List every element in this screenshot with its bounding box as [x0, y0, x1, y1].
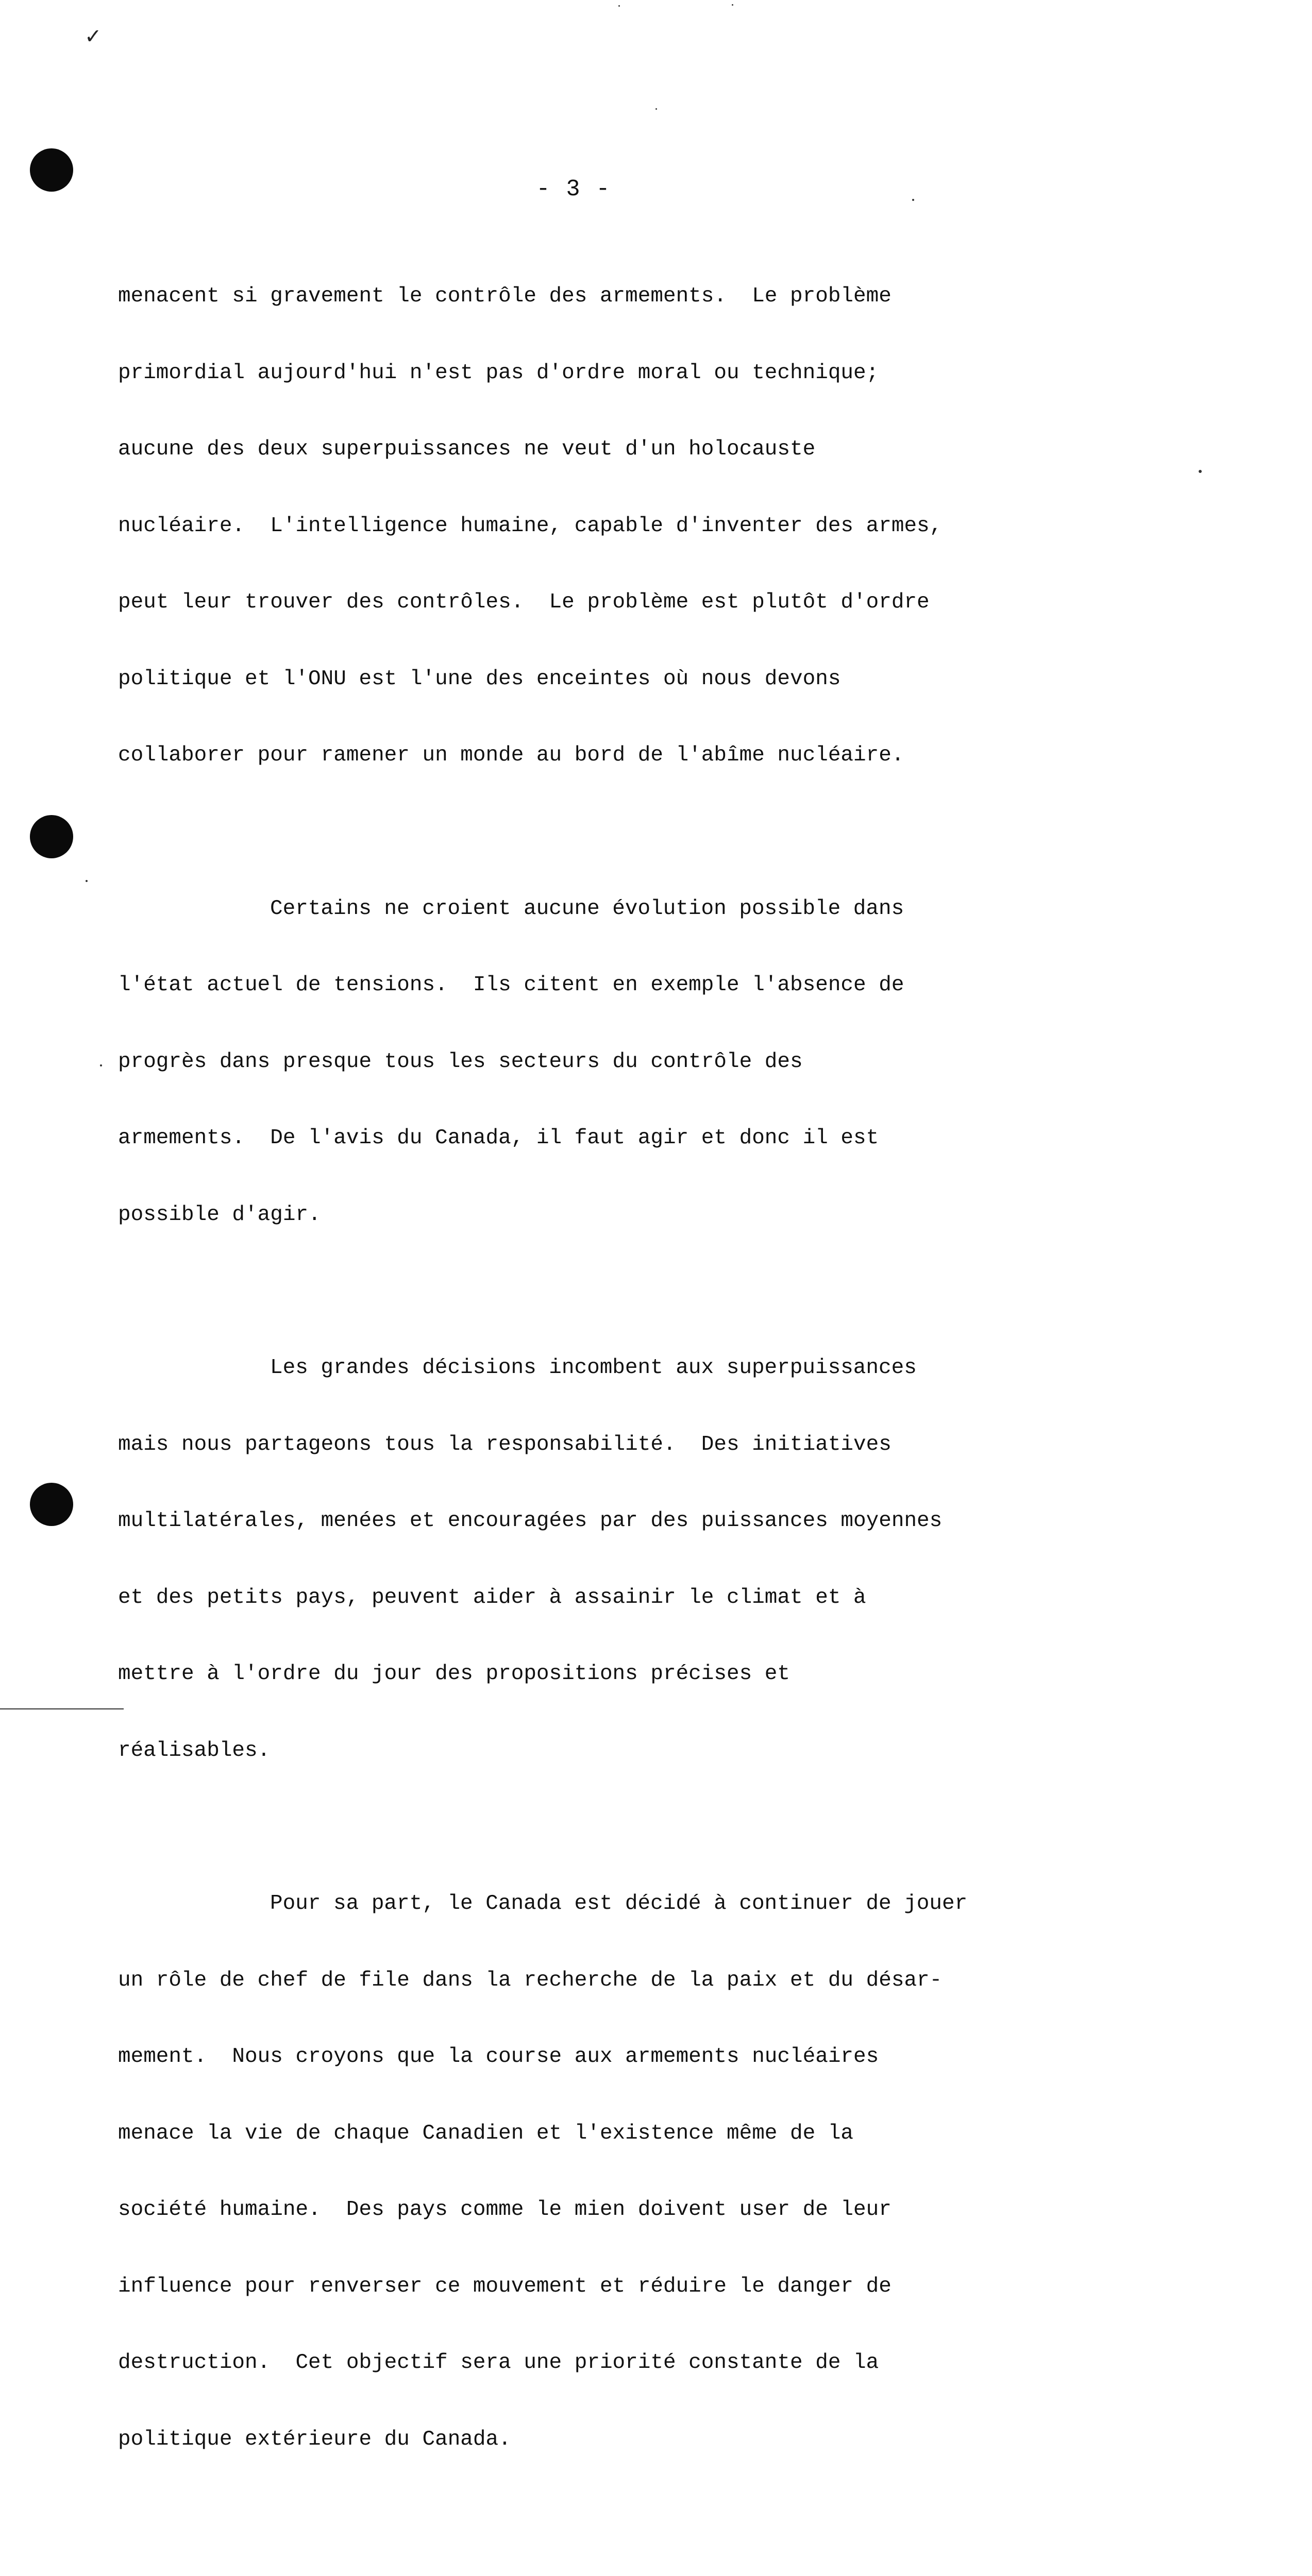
document-body	[118, 233, 1128, 2576]
text-line: menace la vie de chaque Canadien et l'existence même de la	[118, 2121, 854, 2145]
text-line: Pour sa part, le Canada est décidé à continuer de jouer	[270, 1892, 968, 1916]
text-line: collaborer pour ramener un monde au bord de l'abîme nucléaire.	[118, 743, 904, 767]
text-line: destruction. Cet objectif sera une priorité constante de la	[118, 2351, 879, 2375]
text-line: un rôle de chef de file dans la recherche de la paix et du désar-	[118, 1968, 943, 1992]
text-line: progrès dans presque tous les secteurs du contrôle des	[118, 1049, 803, 1074]
paragraph-1	[118, 233, 1128, 820]
text-line: réalisables.	[118, 1738, 271, 1762]
margin-check-mark: ✓	[85, 25, 102, 48]
text-line: primordial aujourd'hui n'est pas d'ordre moral ou technique;	[118, 361, 879, 385]
text-line: mais nous partageons tous la responsabilité. Des initiatives	[118, 1432, 892, 1456]
text-line: Certains ne croient aucune évolution possible dans	[270, 896, 904, 921]
text-line: menacent si gravement le contrôle des armements. Le problème	[118, 284, 892, 308]
text-line: société humaine. Des pays comme le mien doivent user de leur	[118, 2198, 892, 2222]
text-line: peut leur trouver des contrôles. Le problème est plutôt d'ordre	[118, 590, 930, 614]
paragraph-4	[118, 1840, 1128, 2503]
paragraph-5	[118, 2529, 1128, 2576]
scan-speck	[1199, 470, 1202, 473]
text-line: aucune des deux superpuissances ne veut d'un holocauste	[118, 437, 816, 461]
scan-speck	[86, 880, 88, 882]
text-line: l'état actuel de tensions. Ils citent en exemple l'absence de	[118, 973, 904, 997]
punch-hole-bottom	[30, 1483, 73, 1526]
text-line: mement. Nous croyons que la course aux armements nucléaires	[118, 2045, 879, 2069]
text-line: politique extérieure du Canada.	[118, 2427, 511, 2451]
text-line: Les grandes décisions incombent aux superpuissances	[270, 1356, 917, 1380]
bottom-edge-line	[0, 1708, 124, 1709]
text-line: et des petits pays, peuvent aider à assainir le climat et à	[118, 1585, 866, 1609]
text-line: influence pour renverser ce mouvement et réduire le danger de	[118, 2274, 892, 2298]
text-line: politique et l'ONU est l'une des enceintes où nous devons	[118, 667, 841, 691]
page-number: - 3 -	[536, 176, 611, 202]
text-line: nucléaire. L'intelligence humaine, capable d'inventer des armes,	[118, 514, 943, 538]
text-line: multilatérales, menées et encouragées par des puissances moyennes	[118, 1509, 943, 1533]
scan-speck	[100, 1064, 102, 1066]
paragraph-2	[118, 845, 1128, 1279]
scan-speck	[732, 4, 733, 6]
text-line: armements. De l'avis du Canada, il faut agir et donc il est	[118, 1126, 879, 1150]
text-line: possible d'agir.	[118, 1202, 321, 1227]
scan-speck	[655, 108, 657, 110]
punch-hole-middle	[30, 815, 73, 858]
text-line: mettre à l'ordre du jour des propositions précises et	[118, 1662, 790, 1686]
paragraph-3	[118, 1304, 1128, 1815]
scan-speck	[618, 5, 620, 7]
